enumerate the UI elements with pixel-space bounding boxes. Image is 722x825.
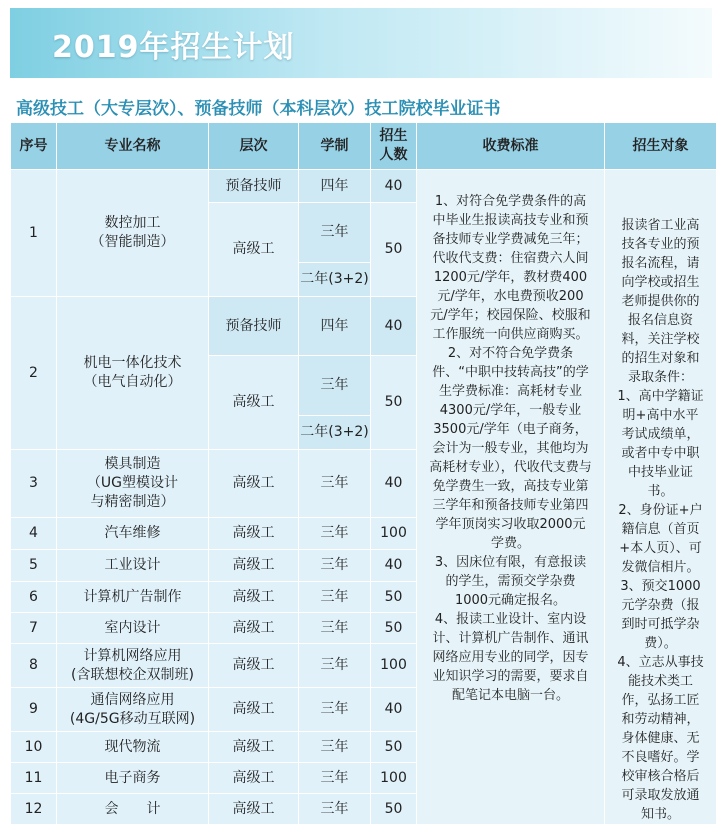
- title-banner: [10, 8, 712, 78]
- row-number: 8: [11, 644, 57, 688]
- row-number: 10: [11, 732, 57, 763]
- page-title: 2019年招生计划: [52, 30, 295, 65]
- header-fees: 收费标准: [417, 123, 605, 170]
- quota-cell: 50: [371, 794, 417, 825]
- level-cell: 高级工: [209, 450, 299, 518]
- duration-cell: 三年: [299, 203, 371, 263]
- level-cell: 高级工: [209, 644, 299, 688]
- duration-cell: 三年: [299, 582, 371, 613]
- level-cell: 高级工: [209, 688, 299, 732]
- enrollment-target-text: 报读省工业高技各专业的预报名流程，请向学校或招生老师提供你的报名信息资料，关注学校的招生对象和录取条件： 1、高中学籍证明+高中水平考试成绩单，或者中专中职中技毕业证书。 2、身份证+户籍信息（首页+本人页）、可发微信相片。 3、预交1000元学杂费（报到时可抵学杂费）。 4、立志从事技能技术类工作，弘扬工匠和劳动精神，身体健康、无不良嗜好。学校审核合格后可录取发放通知书。: [605, 170, 717, 825]
- duration-cell: 三年: [299, 688, 371, 732]
- level-cell: 高级工: [209, 732, 299, 763]
- row-number: 3: [11, 450, 57, 518]
- table-row: [11, 170, 717, 203]
- header-quota: 招生 人数: [371, 123, 417, 170]
- duration-cell: 三年: [299, 450, 371, 518]
- level-cell: 高级工: [209, 582, 299, 613]
- row-number: 4: [11, 518, 57, 550]
- level-cell: 高级工: [209, 763, 299, 794]
- major-name: 室内设计: [57, 613, 209, 644]
- certificate-subtitle: 高级技工（大专层次）、预备技师（本科层次）技工院校毕业证书: [16, 99, 501, 119]
- major-name: 数控加工 （智能制造）: [57, 170, 209, 297]
- quota-cell: 40: [371, 550, 417, 582]
- major-name: 会 计: [57, 794, 209, 825]
- level-cell: 高级工: [209, 518, 299, 550]
- major-name: 计算机网络应用 (含联想校企双制班): [57, 644, 209, 688]
- quota-cell: 100: [371, 518, 417, 550]
- quota-cell: 40: [371, 450, 417, 518]
- level-cell: 高级工: [209, 203, 299, 297]
- row-number: 5: [11, 550, 57, 582]
- quota-cell: 50: [371, 613, 417, 644]
- level-cell: 预备技师: [209, 297, 299, 356]
- quota-cell: 50: [371, 582, 417, 613]
- major-name: 电子商务: [57, 763, 209, 794]
- quota-cell: 50: [371, 732, 417, 763]
- major-name: 汽车维修: [57, 518, 209, 550]
- header-no: 序号: [11, 123, 57, 170]
- row-number: 9: [11, 688, 57, 732]
- duration-cell: 三年: [299, 732, 371, 763]
- row-number: 11: [11, 763, 57, 794]
- major-name: 机电一体化技术 （电气自动化）: [57, 297, 209, 450]
- quota-cell: 40: [371, 688, 417, 732]
- duration-cell: 三年: [299, 613, 371, 644]
- enrollment-table: [10, 122, 717, 825]
- row-number: 1: [11, 170, 57, 297]
- table-header-row: [11, 123, 717, 170]
- header-level: 层次: [209, 123, 299, 170]
- major-name: 工业设计: [57, 550, 209, 582]
- quota-cell: 50: [371, 203, 417, 297]
- fees-standard-text: 1、对符合免学费条件的高中毕业生报读高技专业和预备技师专业学费减免三年；代收代支费：住宿费六人间1200元/学年，教材费400元/学年，水电费预收200元/学年；校园保险、校服和工作服统一向供应商购买。 2、对不符合免学费条件、“中职中技转高技”的学生学费标准：高耗材专业4300元/学年，一般专业3500元/学年（电子商务，会计为一般专业，其他均为高耗材专业），代收代支费与免学费生一致，高技专业第三学年和预备技师专业第四学年顶岗实习收取2000元学费。 3、因床位有限，有意报读的学生，需预交学杂费1000元确定报名。 4、报读工业设计、室内设计、计算机广告制作、通讯网络应用专业的同学，因专业知识学习的需要，要求自配笔记本电脑一台。: [417, 170, 605, 825]
- quota-cell: 40: [371, 297, 417, 356]
- duration-cell: 三年: [299, 644, 371, 688]
- duration-cell: 二年(3+2): [299, 263, 371, 297]
- row-number: 2: [11, 297, 57, 450]
- duration-cell: 二年(3+2): [299, 416, 371, 450]
- duration-cell: 三年: [299, 763, 371, 794]
- quota-cell: 50: [371, 356, 417, 450]
- row-number: 12: [11, 794, 57, 825]
- duration-cell: 三年: [299, 550, 371, 582]
- major-name: 模具制造 （UG塑模设计 与精密制造）: [57, 450, 209, 518]
- row-number: 6: [11, 582, 57, 613]
- level-cell: 高级工: [209, 613, 299, 644]
- major-name: 通信网络应用 (4G/5G移动互联网): [57, 688, 209, 732]
- duration-cell: 三年: [299, 794, 371, 825]
- quota-cell: 100: [371, 763, 417, 794]
- quota-cell: 40: [371, 170, 417, 203]
- duration-cell: 四年: [299, 170, 371, 203]
- header-major: 专业名称: [57, 123, 209, 170]
- duration-cell: 三年: [299, 356, 371, 416]
- level-cell: 高级工: [209, 550, 299, 582]
- level-cell: 预备技师: [209, 170, 299, 203]
- level-cell: 高级工: [209, 794, 299, 825]
- major-name: 计算机广告制作: [57, 582, 209, 613]
- major-name: 现代物流: [57, 732, 209, 763]
- header-target: 招生对象: [605, 123, 717, 170]
- quota-cell: 100: [371, 644, 417, 688]
- level-cell: 高级工: [209, 356, 299, 450]
- duration-cell: 三年: [299, 518, 371, 550]
- row-number: 7: [11, 613, 57, 644]
- header-duration: 学制: [299, 123, 371, 170]
- duration-cell: 四年: [299, 297, 371, 356]
